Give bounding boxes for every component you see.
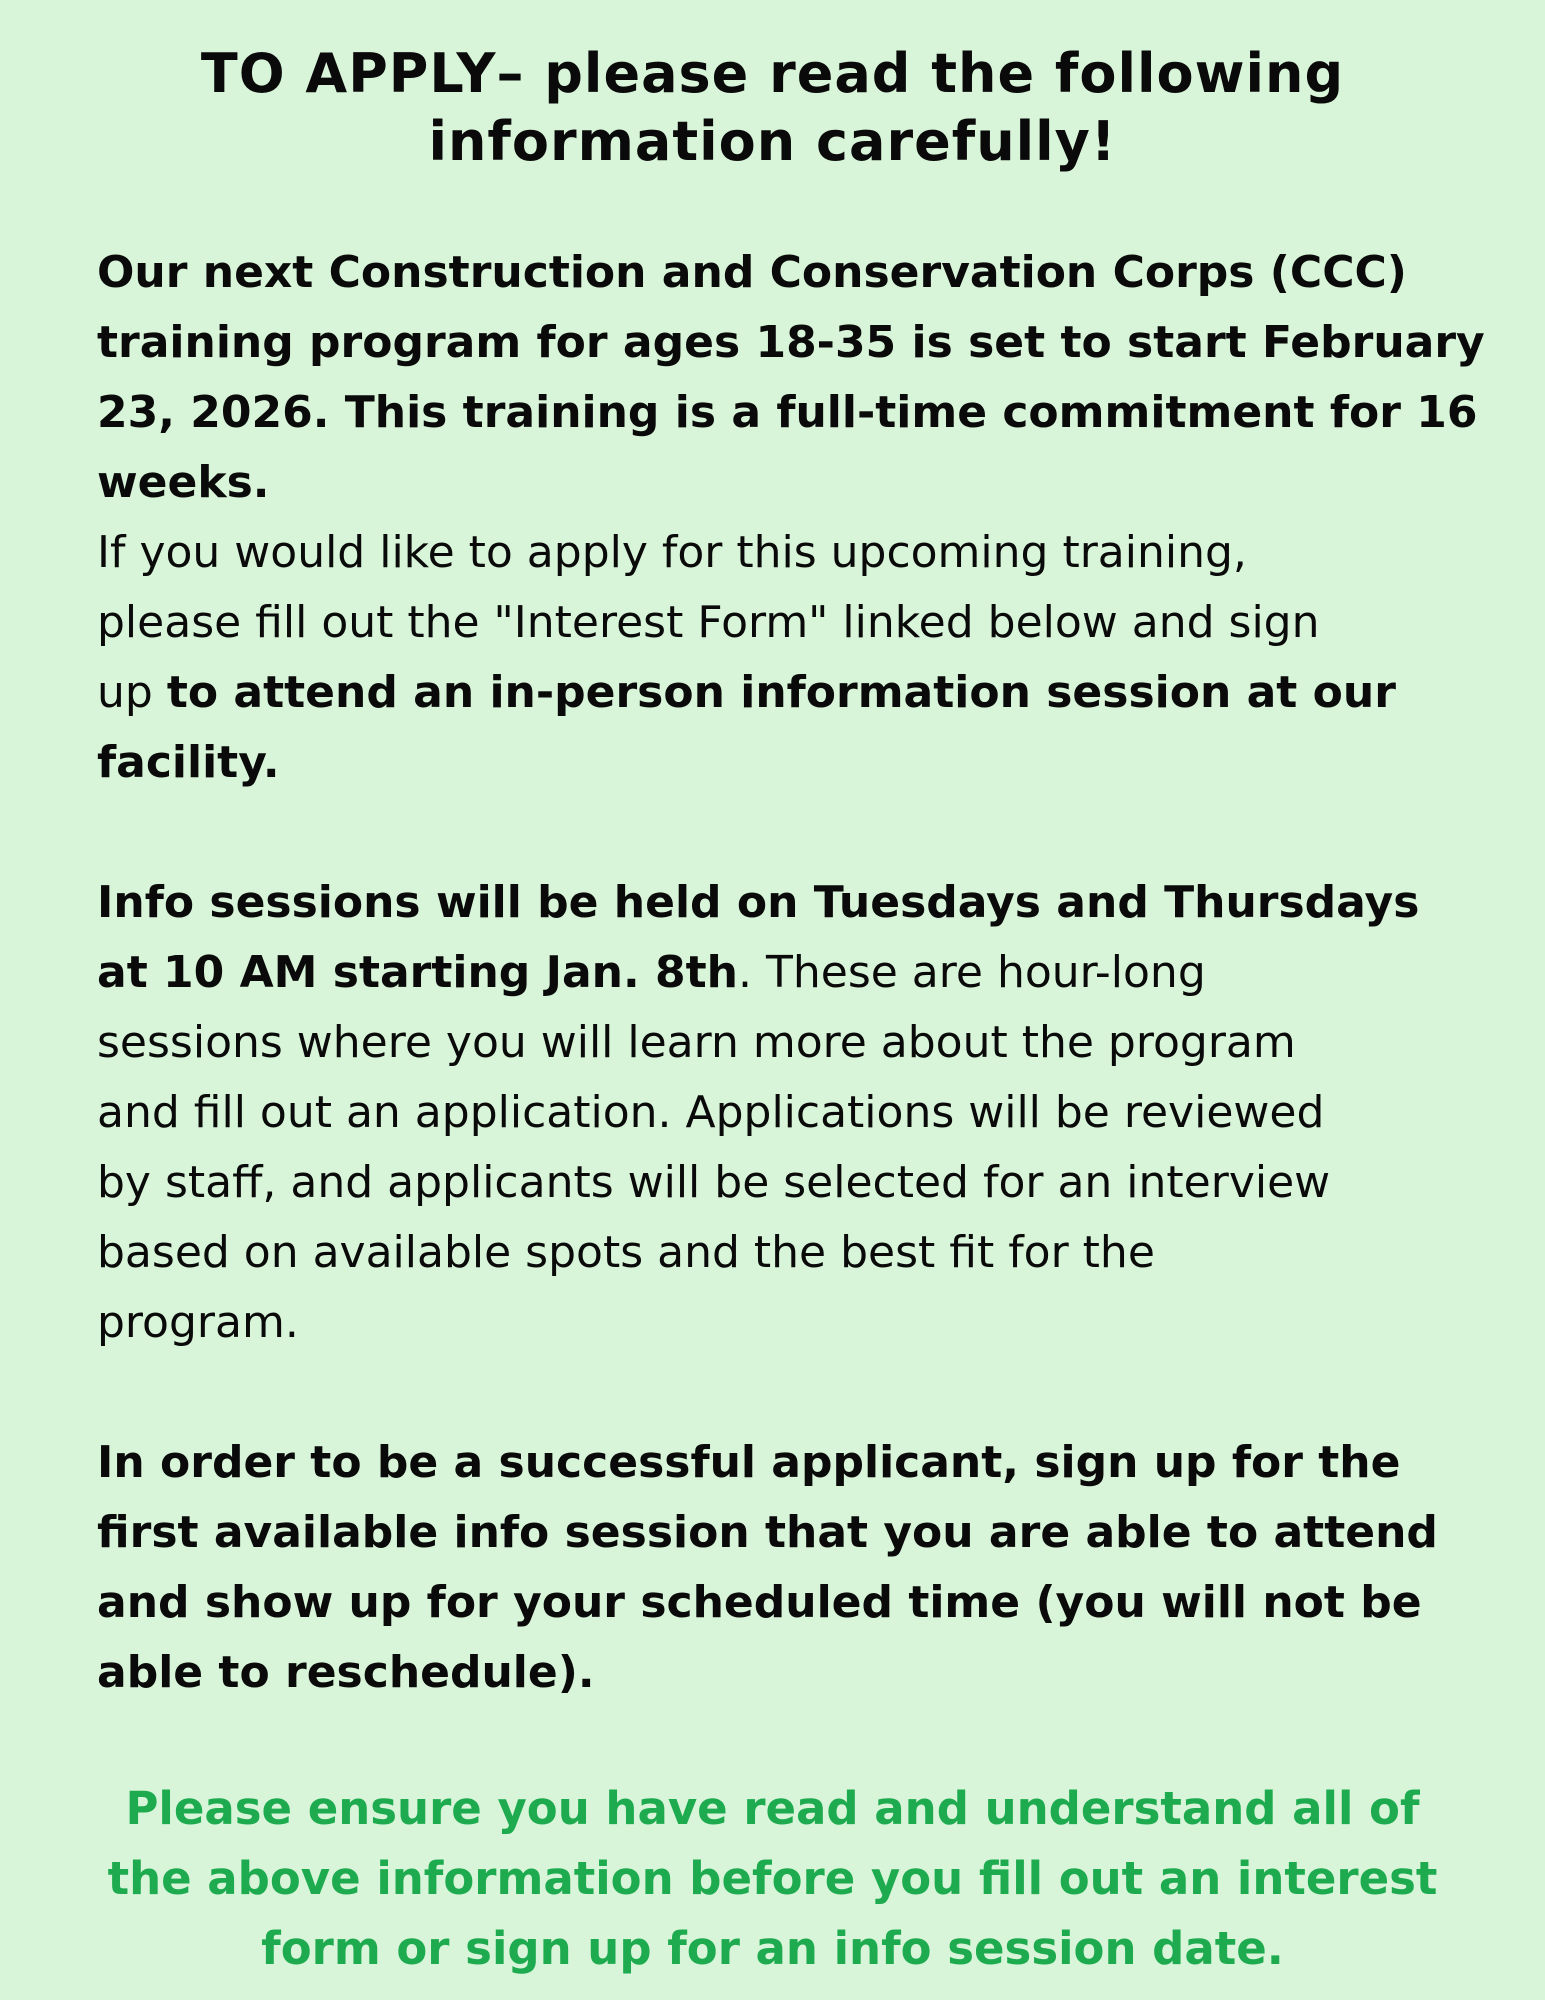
applicant-line-1: In order to be a successful applicant, sign up for the (97, 1437, 1401, 1488)
sessions-line-2-bold: at 10 AM starting Jan. 8th (97, 947, 739, 998)
closing-line-2: the above information before you fill out an interest (107, 1852, 1438, 1905)
sessions-line-1: Info sessions will be held on Tuesdays and Thursdays (97, 877, 1420, 928)
applicant-line-3: and show up for your scheduled time (you will not be (97, 1577, 1422, 1628)
sessions-line-2-normal: . These are hour-long (738, 947, 1206, 998)
intro-line-5: If you would like to apply for this upcoming training, (97, 527, 1247, 578)
applicant-line-2: first available info session that you are able to attend (97, 1507, 1438, 1558)
sessions-line-6: based on available spots and the best fit for the (97, 1227, 1155, 1278)
intro-line-1: Our next Construction and Conservation Corps (CCC) (97, 247, 1407, 298)
sessions-line-4: and fill out an application. Applications will be reviewed (97, 1087, 1325, 1138)
program-intro-paragraph (97, 238, 1485, 798)
sessions-line-2 (97, 938, 1477, 1008)
closing-line-3: form or sign up for an info session date. (261, 1922, 1284, 1975)
info-sessions-paragraph (97, 868, 1477, 1358)
sessions-line-5: by staff, and applicants will be selected for an interview (97, 1157, 1331, 1208)
successful-applicant-paragraph (97, 1428, 1477, 1708)
sessions-line-7: program. (97, 1297, 299, 1348)
page-title (0, 40, 1545, 176)
intro-line-7-bold: to attend an in-person information session at our (166, 667, 1396, 718)
sessions-line-3: sessions where you will learn more about the program (97, 1017, 1296, 1068)
title-line-1: TO APPLY– please read the following (200, 42, 1345, 105)
intro-line-7-normal: up (97, 667, 167, 718)
closing-notice (0, 1774, 1545, 1984)
intro-line-2: training program for ages 18-35 is set to start February (97, 317, 1485, 368)
intro-line-7 (97, 658, 1477, 728)
closing-line-1: Please ensure you have read and understand all of (125, 1782, 1420, 1835)
intro-line-4: weeks. (97, 457, 270, 508)
intro-line-3: 23, 2026. This training is a full-time commitment for 16 (97, 387, 1478, 438)
intro-line-8: facility. (97, 737, 280, 788)
intro-line-6: please fill out the "Interest Form" linked below and sign (97, 597, 1320, 648)
applicant-line-4: able to reschedule). (97, 1647, 595, 1698)
title-line-2: information carefully! (428, 110, 1117, 173)
